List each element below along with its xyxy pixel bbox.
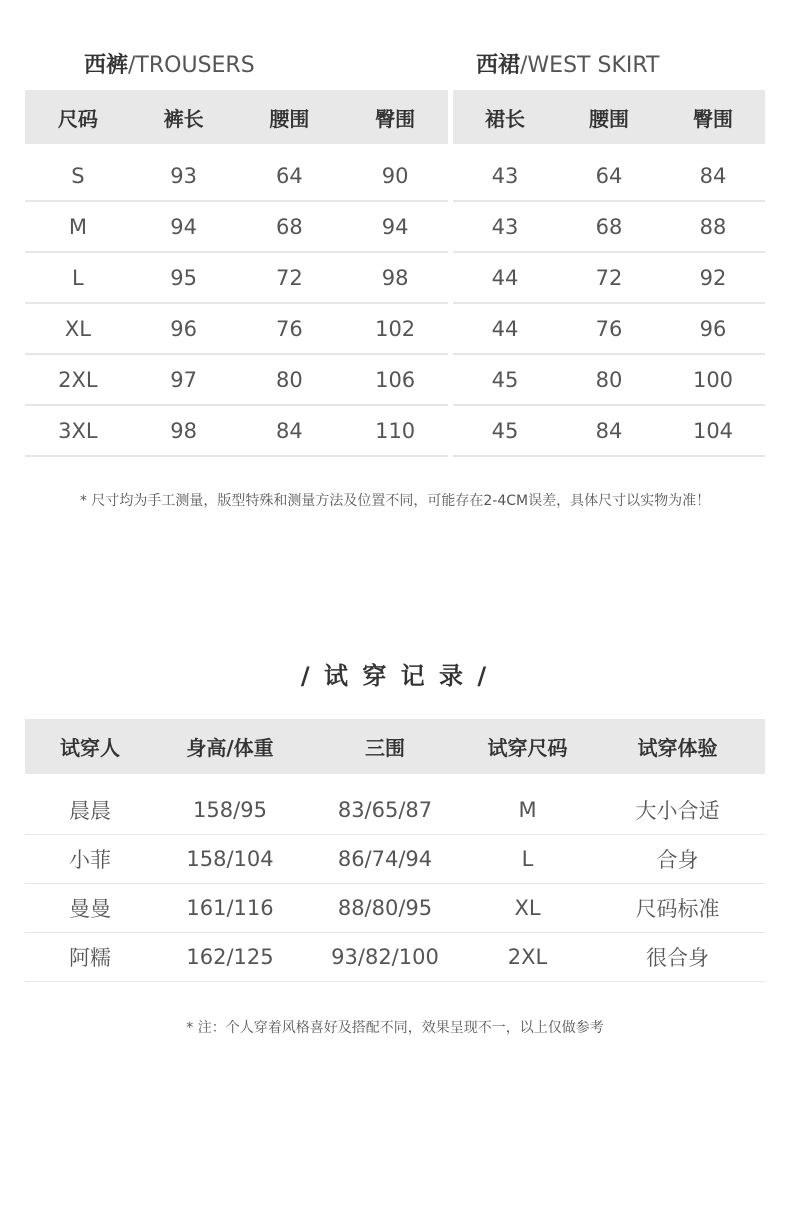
table-cell: 97: [131, 354, 237, 405]
table-cell: 94: [342, 201, 448, 252]
table-row: [453, 151, 765, 201]
table-row: [453, 201, 765, 252]
table-cell: 小菲: [25, 835, 155, 884]
table-row: [25, 933, 765, 982]
header-cell: 腰围: [237, 90, 343, 144]
table-cell: 96: [131, 303, 237, 354]
skirt-size-table: [453, 90, 765, 457]
table-cell: 45: [453, 354, 557, 405]
header-cell: 身高/体重: [155, 719, 305, 774]
table-row: [25, 354, 448, 405]
table-cell: 阿糯: [25, 933, 155, 982]
table-cell: 晨晨: [25, 786, 155, 835]
table-cell: XL: [25, 303, 131, 354]
table-cell: 3XL: [25, 405, 131, 456]
header-cell: 腰围: [557, 90, 661, 144]
table-row: [25, 405, 448, 456]
spacer-row: [25, 774, 765, 786]
table-row: [25, 835, 765, 884]
table-cell: 尺码标准: [590, 884, 765, 933]
table-cell: 86/74/94: [305, 835, 465, 884]
table-cell: 68: [557, 201, 661, 252]
header-cell: 臀围: [661, 90, 765, 144]
table-cell: M: [25, 201, 131, 252]
table-row: [25, 252, 448, 303]
header-cell: 裙长: [453, 90, 557, 144]
table-cell: 很合身: [590, 933, 765, 982]
table-cell: 83/65/87: [305, 786, 465, 835]
table-row: [25, 786, 765, 835]
table-cell: 64: [237, 151, 343, 201]
table-cell: 2XL: [465, 933, 590, 982]
trousers-title: [84, 48, 255, 79]
tryon-note: * 注：个人穿着风格喜好及搭配不同，效果呈现不一，以上仅做参考: [186, 1020, 604, 1036]
table-cell: 72: [237, 252, 343, 303]
skirt-title: [476, 48, 659, 79]
header-cell: 三围: [305, 719, 465, 774]
table-cell: 72: [557, 252, 661, 303]
table-cell: 92: [661, 252, 765, 303]
table-cell: 98: [342, 252, 448, 303]
table-cell: 96: [661, 303, 765, 354]
tryon-record-table: [25, 719, 765, 982]
table-cell: 110: [342, 405, 448, 456]
header-cell: 试穿尺码: [465, 719, 590, 774]
table-cell: 88: [661, 201, 765, 252]
table-row: [25, 151, 448, 201]
skirt-title-en: /WEST SKIRT: [520, 53, 660, 78]
table-cell: 161/116: [155, 884, 305, 933]
spacer-cell: [25, 144, 448, 151]
table-cell: 102: [342, 303, 448, 354]
table-cell: 64: [557, 151, 661, 201]
size-note: * 尺寸均为手工测量，版型特殊和测量方法及位置不同，可能存在2-4CM误差，具体尺寸以实物为准！: [79, 493, 711, 509]
table-row: [25, 201, 448, 252]
table-cell: 76: [237, 303, 343, 354]
header-cell: 尺码: [25, 90, 131, 144]
trousers-size-table: [25, 90, 448, 457]
table-cell: XL: [465, 884, 590, 933]
header-cell: 裤长: [131, 90, 237, 144]
spacer-row: [453, 144, 765, 151]
table-cell: 68: [237, 201, 343, 252]
table-row: [453, 303, 765, 354]
table-cell: 158/95: [155, 786, 305, 835]
trousers-title-en: /TROUSERS: [128, 53, 255, 78]
table-header-row: [453, 90, 765, 144]
table-cell: 44: [453, 303, 557, 354]
table-cell: 104: [661, 405, 765, 456]
table-row: [453, 354, 765, 405]
table-cell: 84: [237, 405, 343, 456]
skirt-title-zh: 西裙: [476, 53, 521, 78]
table-cell: 94: [131, 201, 237, 252]
table-cell: 98: [131, 405, 237, 456]
table-cell: 80: [237, 354, 343, 405]
table-cell: 93: [131, 151, 237, 201]
table-row: [25, 884, 765, 933]
table-header-row: [25, 90, 448, 144]
table-cell: 88/80/95: [305, 884, 465, 933]
table-cell: 2XL: [25, 354, 131, 405]
table-cell: 106: [342, 354, 448, 405]
table-row: [25, 303, 448, 354]
table-cell: 76: [557, 303, 661, 354]
header-cell: 试穿体验: [590, 719, 765, 774]
tryon-section-title: / 试 穿 记 录 /: [300, 662, 490, 690]
table-cell: 大小合适: [590, 786, 765, 835]
spacer-cell: [25, 774, 765, 786]
table-cell: 84: [661, 151, 765, 201]
table-cell: 80: [557, 354, 661, 405]
table-cell: 162/125: [155, 933, 305, 982]
table-cell: 95: [131, 252, 237, 303]
trousers-title-zh: 西裤: [84, 53, 129, 78]
table-row: [453, 252, 765, 303]
table-cell: 158/104: [155, 835, 305, 884]
table-cell: 合身: [590, 835, 765, 884]
table-cell: L: [25, 252, 131, 303]
table-cell: 90: [342, 151, 448, 201]
table-cell: 43: [453, 201, 557, 252]
spacer-row: [25, 144, 448, 151]
table-cell: 曼曼: [25, 884, 155, 933]
header-cell: 臀围: [342, 90, 448, 144]
table-cell: 84: [557, 405, 661, 456]
table-cell: 43: [453, 151, 557, 201]
table-cell: L: [465, 835, 590, 884]
header-cell: 试穿人: [25, 719, 155, 774]
table-cell: S: [25, 151, 131, 201]
table-row: [453, 405, 765, 456]
table-cell: 93/82/100: [305, 933, 465, 982]
table-cell: M: [465, 786, 590, 835]
spacer-cell: [453, 144, 765, 151]
table-cell: 45: [453, 405, 557, 456]
table-header-row: [25, 719, 765, 774]
table-cell: 100: [661, 354, 765, 405]
table-cell: 44: [453, 252, 557, 303]
